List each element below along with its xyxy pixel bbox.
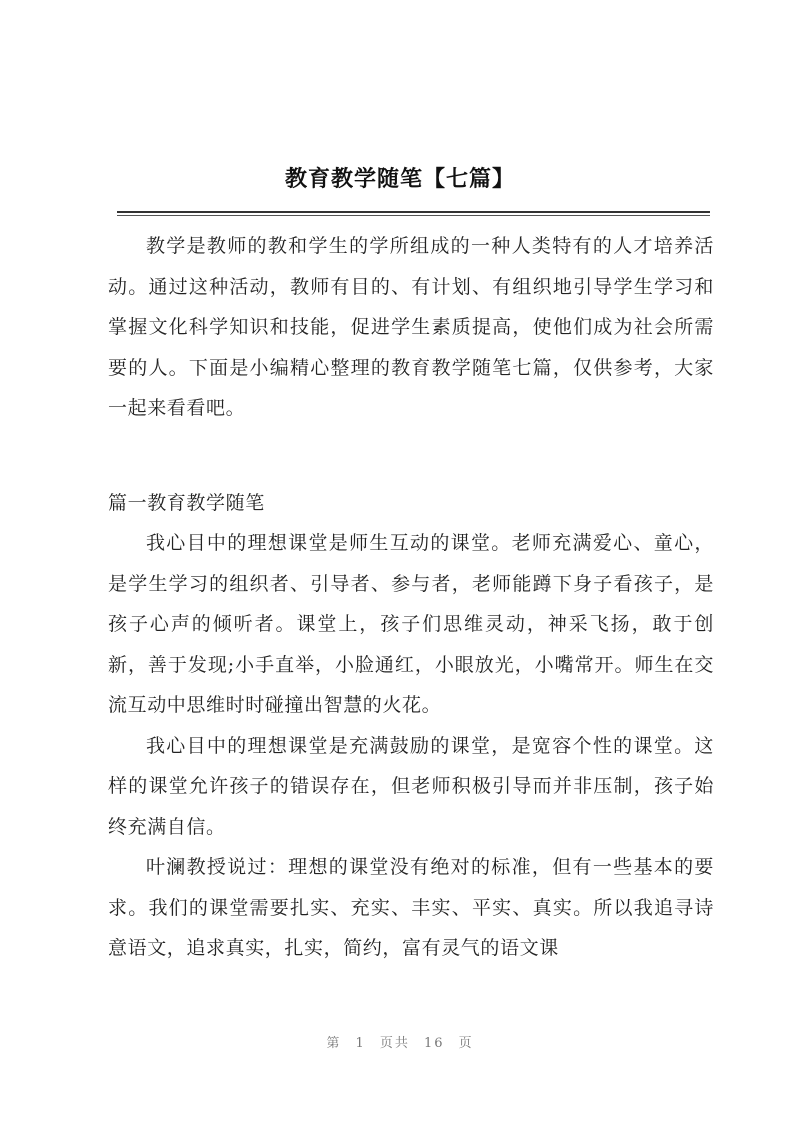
title-divider-thick: [117, 211, 710, 213]
document-body: [108, 226, 714, 969]
title-divider-thin: [117, 215, 710, 216]
document-title: 教育教学随笔【七篇】: [284, 166, 515, 192]
section-heading: 篇一教育教学随笔: [108, 491, 265, 514]
body-paragraph-2: 我心目中的理想课堂是充满鼓励的课堂，是宽容个性的课堂。这样的课堂允许孩子的错误存在，但老师积极引导而并非压制，孩子始终充满自信。: [108, 734, 714, 838]
intro-paragraph: 教学是教师的教和学生的学所组成的一种人类特有的人才培养活动。通过这种活动，教师有目的、有计划、有组织地引导学生学习和掌握文化科学知识和技能，促进学生素质提高，使他们成为社会所需要的人。下面是小编精心整理的教育教学随笔七篇，仅供参考，大家一起来看看吧。: [108, 235, 714, 419]
page-number: 第 1 页共 16 页: [326, 1036, 474, 1051]
body-paragraph-1: 我心目中的理想课堂是师生互动的课堂。老师充满爱心、童心，是学生学习的组织者、引导者、参与者，老师能蹲下身子看孩子，是孩子心声的倾听者。课堂上，孩子们思维灵动，神采飞扬，敢于创新，善于发现;小手直举，小脸通红，小眼放光，小嘴常开。师生在交流互动中思维时时碰撞出智慧的火花。: [108, 532, 714, 716]
body-paragraph-3: 叶澜教授说过：理想的课堂没有绝对的标准，但有一些基本的要求。我们的课堂需要扎实、充实、丰实、平实、真实。所以我追寻诗意语文，追求真实，扎实，简约，富有灵气的语文课: [108, 856, 714, 959]
